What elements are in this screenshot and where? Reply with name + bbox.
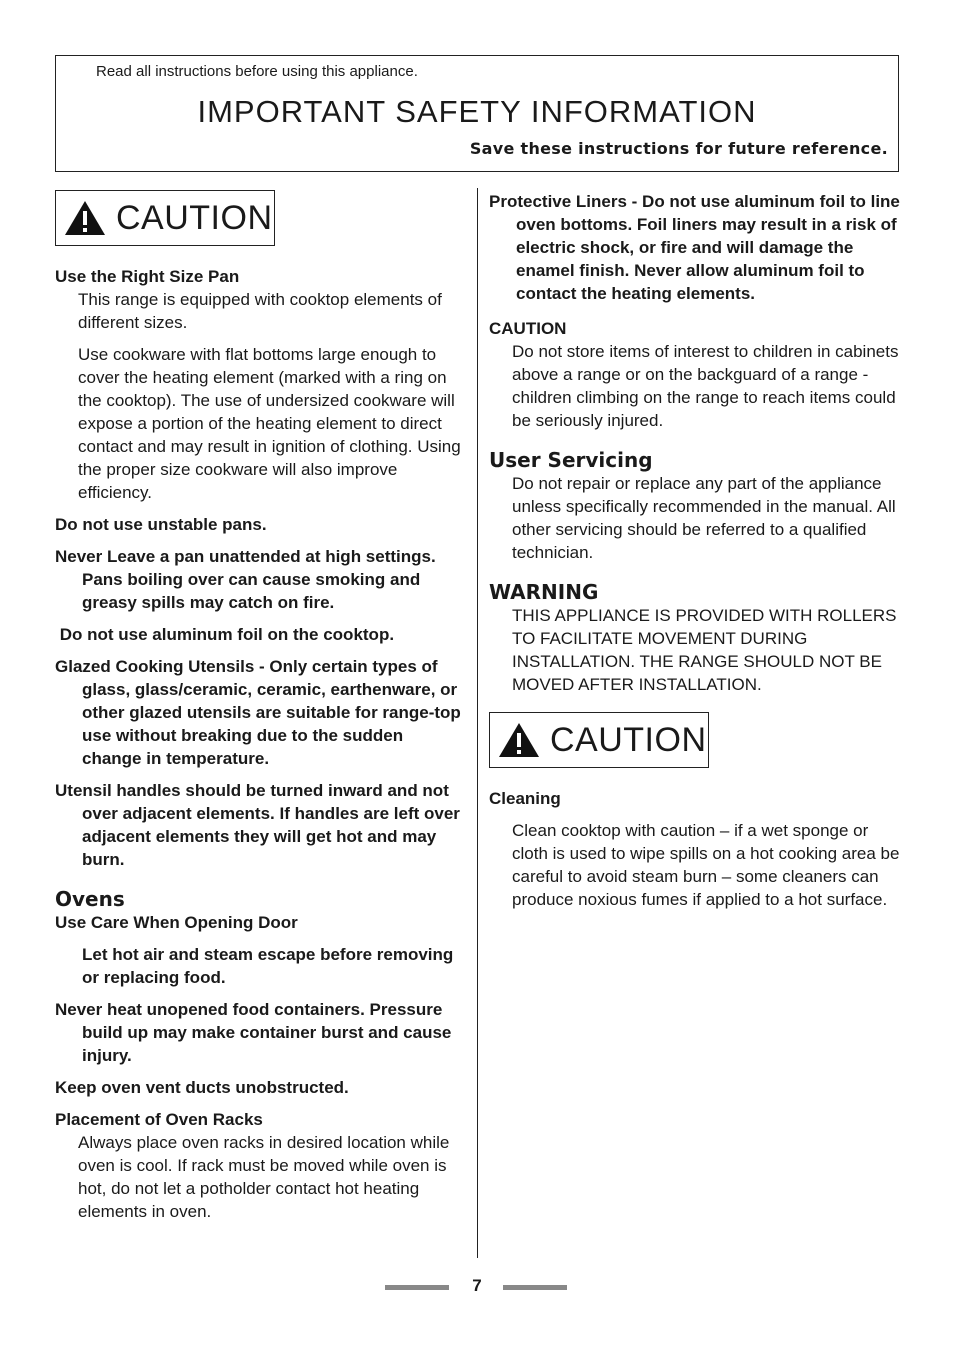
unattended-pan-warning: Never Leave a pan unattended at high settings. Pans boiling over can cause smoking and greasy spills may catch on fire. [55,547,436,612]
caution-text: Do not store items of interest to children in cabinets above a range or on the backguard of a range - children climbing on the range to reach items could be seriously injured. [512,342,899,430]
save-instructions-note: Save these instructions for future reference. [469,139,888,158]
caution-label: CAUTION [116,198,273,237]
warning-triangle-icon [498,721,540,759]
warning-heading: WARNING [489,580,599,604]
page-number: 7 [472,1276,482,1295]
caution-banner-2 [489,712,709,768]
read-instructions-note: Read all instructions before using this appliance. [96,63,418,80]
caution-banner [55,190,275,246]
oven-racks-heading: Placement of Oven Racks [55,1110,263,1129]
protective-liners-warning: Protective Liners - Do not use aluminum foil to line oven bottoms. Foil liners may result in a risk of electric shock, or fire and will damage the enamel finish. Never allow aluminum foil to contact the heating elements. [489,192,900,303]
glazed-utensils-warning: Glazed Cooking Utensils - Only certain types of glass, glass/ceramic, ceramic, earthenware, or other glazed utensils are suitable for range-top use without breaking due to the sudden change in temperature. [55,657,461,768]
warning-triangle-icon [64,199,106,237]
caution-label: CAUTION [550,720,707,759]
left-column [55,190,465,1223]
page-title: IMPORTANT SAFETY INFORMATION [197,94,757,129]
opening-door-text: Let hot air and steam escape before removing or replacing food. [82,945,454,987]
header-box [55,55,899,172]
utensil-handles-warning: Utensil handles should be turned inward and not over adjacent elements. If handles are left over adjacent elements they will get hot and may burn. [55,781,460,869]
vent-ducts-warning: Keep oven vent ducts unobstructed. [55,1078,349,1097]
user-servicing-heading: User Servicing [489,448,653,472]
cleaning-text: Clean cooktop with caution – if a wet sponge or cloth is used to wipe spills on a hot cooking area be careful to avoid steam burn – some cleaners can produce noxious fumes if applied to a hot surface. [512,821,900,909]
ovens-heading: Ovens [55,887,125,911]
warning-text: THIS APPLIANCE IS PROVIDED WITH ROLLERS TO FACILITATE MOVEMENT DURING INSTALLATION. THE RANGE SHOULD NOT BE MOVED AFTER INSTALLATION. [512,606,897,694]
column-divider [477,188,478,1258]
opening-door-heading: Use Care When Opening Door [55,913,298,932]
caution-heading: CAUTION [489,319,567,338]
page-footer [0,1276,954,1296]
right-size-heading: Use the Right Size Pan [55,267,240,286]
right-size-text-1: This range is equipped with cooktop elements of different sizes. [78,290,442,332]
footer-bar-right [503,1285,567,1290]
user-servicing-text: Do not repair or replace any part of the appliance unless specifically recommended in the manual. All other servicing should be referred to a qualified technician. [512,474,896,562]
unstable-pans-warning: Do not use unstable pans. [55,515,267,534]
cleaning-heading: Cleaning [489,789,561,808]
unopened-containers-warning: Never heat unopened food containers. Pressure build up may make container burst and cause injury. [55,1000,452,1065]
right-size-text-2: Use cookware with flat bottoms large enough to cover the heating element (marked with a ring on the cooktop). The use of undersized cookware will expose a portion of the heating element to direct contact and may result in ignition of clothing. Using the proper size cookware will also improve efficiency. [78,345,461,502]
footer-bar-left [385,1285,449,1290]
no-foil-cooktop-warning: Do not use aluminum foil on the cooktop. [55,625,395,644]
oven-racks-text: Always place oven racks in desired location while oven is cool. If rack must be moved while oven is hot, do not let a potholder contact hot heating elements in oven. [78,1133,450,1221]
right-column [489,190,901,911]
